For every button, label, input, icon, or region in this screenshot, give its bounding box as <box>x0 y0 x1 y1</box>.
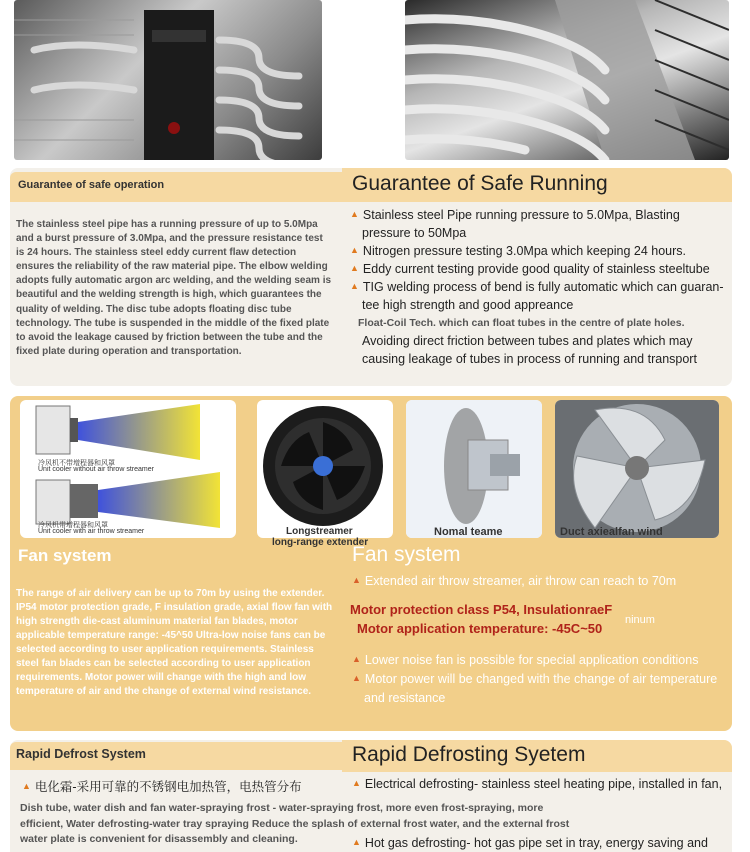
bullet-motor-power: ▲ Motor power will be changed with the change of air temperature and resistance <box>352 672 718 705</box>
longstreamer-photo <box>257 400 393 538</box>
defrost-title: Rapid Defrosting Syetem <box>352 743 586 766</box>
normal-fan-photo <box>406 400 542 538</box>
diagram-top-en: Unit cooler without air throw streamer <box>38 466 154 473</box>
card-longrange-caption: long-range extender <box>272 537 369 548</box>
fan-system-paragraph: The range of air delivery can be up to 70m by using the extender. IP54 motor protection grade, F insulation grade, axial flow fan with high strength die-cast aluminum material fan blades, motor applicable temperature range: -45^50 Ultra-low noise fans can be selected according to user application requirements. Stainless steel fan blades can be selected according to user application requirements. Motor power will change with the high and low temperature of air and the change of external wind resistance. <box>16 588 333 697</box>
coil-photo-right <box>405 0 729 160</box>
defrost-cn-line: ▲ 电化霜-采用可靠的不锈钢电加热管，电热管分布 <box>22 780 302 794</box>
defrost-title-small: Rapid Defrost System <box>16 747 146 761</box>
bullet-tig: ▲ TIG welding process of bend is fully automatic which can guaran- tee high strength and good appreance <box>350 280 724 312</box>
bullet-icon: ▲ <box>350 281 359 291</box>
defrost-paragraph: Dish tube, water dish and fan water-spraying frost - water-spraying frost, more even frost-spraying, more efficient, Water defrosting-water tray spraying Reduce the splash of external frost water, and the external frost water plate is convenient for disassembly and cleaning. <box>20 802 570 845</box>
duct-fan-photo <box>555 400 719 538</box>
bullet-icon: ▲ <box>350 263 359 273</box>
bullet-icon: ▲ <box>22 781 31 791</box>
bullet-icon: ▲ <box>352 575 361 585</box>
diagram-top-cn: 冷风机不带增程器和风罩 <box>38 460 115 467</box>
safe-operation-title-small: Guarantee of safe operation <box>18 179 165 191</box>
motor-temperature: Motor application temperature: -45C~50 <box>357 621 603 636</box>
bullet-air-throw: ▲ Extended air throw streamer, air throw can reach to 70m <box>352 574 677 588</box>
motor-protection: Motor protection class P54, InsulationraeF <box>350 602 613 617</box>
bullet-icon: ▲ <box>352 654 361 664</box>
bullet-hot-gas-defrost: ▲ Hot gas defrosting- hot gas pipe set in tray, energy saving and <box>352 836 708 850</box>
coil-photo-left <box>14 0 322 160</box>
bullet-electrical-defrost: ▲ Electrical defrosting- stainless steel heating pipe, installed in fan, <box>352 777 723 791</box>
bullet-nitrogen: ▲ Nitrogen pressure testing 3.0Mpa which keeping 24 hours. <box>350 244 687 258</box>
float-coil-label: Float-Coil Tech. which can float tubes in the centre of plate holes. <box>358 317 685 329</box>
safe-operation-paragraph: The stainless steel pipe has a running pressure of up to 5.0Mpa and a burst pressure of 3.0Mpa, and the pressure resistance test is 24 hours. The stainless steel eddy current flaw detection ensures the reliability of the raw material pipe. The elbow welding adopts fully automatic argon arc welding, and the welding seam is beautiful and the welding strength is high, which guarantees the quality of welding. The disc tube adopts floating disc tube technology. The tube is suspended in the middle of the fixed plate to avoid the leakage caused by friction between the tube and the fixed plate during operation and transportation. <box>16 219 332 357</box>
bullet-low-noise: ▲ Lower noise fan is possible for special application conditions <box>352 653 699 667</box>
bullet-pressure: ▲ Stainless steel Pipe running pressure to 5.0Mpa, Blasting pressure to 50Mpa <box>350 208 680 240</box>
card-duct-caption: Duct axiealfan wind <box>560 526 663 538</box>
card-normal-caption: Nomal teame <box>434 526 503 538</box>
float-coil-text: Avoiding direct friction between tubes and plates which may causing leakage of tubes in process of running and transport <box>362 334 697 366</box>
bullet-icon: ▲ <box>350 245 359 255</box>
diagram-bottom-cn: 冷风机带增程器和风罩 <box>38 522 108 529</box>
card-longstreamer-caption: Longstreamer <box>286 526 353 537</box>
fan-system-title-small: Fan system <box>18 546 112 565</box>
bullet-icon: ▲ <box>350 209 359 219</box>
bullet-eddy: ▲ Eddy current testing provide good quality of stainless steeltube <box>350 262 710 276</box>
motor-overlap-text: ninum <box>625 614 655 626</box>
fan-system-title: Fan system <box>352 543 461 566</box>
bullet-icon: ▲ <box>352 778 361 788</box>
safe-running-title: Guarantee of Safe Running <box>352 172 608 195</box>
bullet-icon: ▲ <box>352 673 361 683</box>
diagram-bottom-en: Unit cooler with air throw streamer <box>38 528 145 535</box>
bullet-icon: ▲ <box>352 837 361 847</box>
